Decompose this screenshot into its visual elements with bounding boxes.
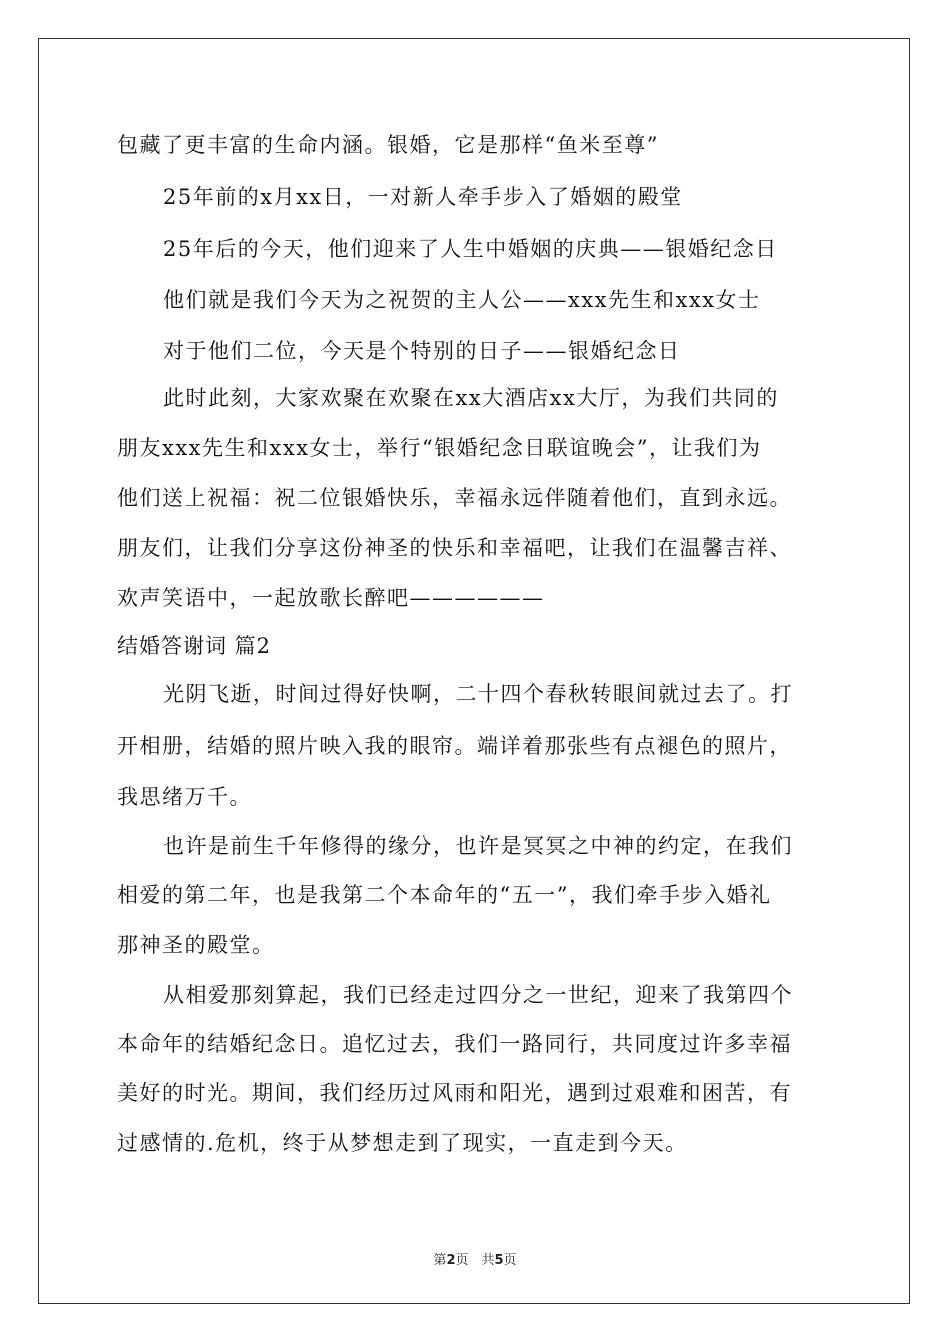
text-line: 也许是前生千年修得的缘分，也许是冥冥之中神的约定，在我们: [163, 834, 793, 858]
page-footer: [0, 1249, 950, 1268]
text-line: 25年后的今天，他们迎来了人生中婚姻的庆典——银婚纪念日: [163, 237, 778, 261]
text-line: 对于他们二位，今天是个特别的日子——银婚纪念日: [163, 339, 681, 363]
text-line: 那神圣的殿堂。: [117, 933, 275, 957]
text-line: 欢声笑语中，一起放歌长醉吧——————: [117, 586, 545, 610]
footer-prefix: 第: [433, 1253, 447, 1268]
footer-total-pages: 5: [494, 1253, 504, 1268]
text-line: 开相册，结婚的照片映入我的眼帘。端详着那张些有点褪色的照片，: [117, 734, 792, 758]
footer-page-number: 2: [446, 1253, 456, 1268]
footer-suffix: 页: [503, 1253, 517, 1268]
text-line: 过感情的.危机，终于从梦想走到了现实，一直走到今天。: [117, 1131, 688, 1155]
page-border: [38, 38, 910, 1304]
text-line: 25年前的x月xx日，一对新人牵手步入了婚姻的殿堂: [163, 185, 683, 209]
footer-mid: 页 共: [455, 1253, 495, 1268]
section-heading: 结婚答谢词 篇2: [117, 634, 272, 658]
text-line: 相爱的第二年，也是我第二个本命年的“五一”，我们牵手步入婚礼: [117, 883, 772, 907]
text-line: 本命年的结婚纪念日。追忆过去，我们一路同行，共同度过许多幸福: [117, 1032, 792, 1056]
text-line: 他们就是我们今天为之祝贺的主人公——xxx先生和xxx女士: [163, 288, 761, 312]
text-line: 朋友xxx先生和xxx女士，举行“银婚纪念日联谊晚会”，让我们为: [117, 436, 762, 460]
text-line: 我思绪万千。: [117, 785, 252, 809]
text-line: 朋友们，让我们分享这份神圣的快乐和幸福吧，让我们在温馨吉祥、: [117, 536, 792, 560]
text-line: 美好的时光。期间，我们经历过风雨和阳光，遇到过艰难和困苦，有: [117, 1081, 792, 1105]
text-line: 此时此刻，大家欢聚在欢聚在xx大酒店xx大厅，为我们共同的: [163, 386, 779, 410]
text-line: 他们送上祝福：祝二位银婚快乐，幸福永远伴随着他们，直到永远。: [117, 486, 792, 510]
text-line: 光阴飞逝，时间过得好快啊，二十四个春秋转眼间就过去了。打: [163, 682, 793, 706]
text-line: 包藏了更丰富的生命内涵。银婚，它是那样“鱼米至尊”: [117, 133, 659, 157]
text-line: 从相爱那刻算起，我们已经走过四分之一世纪，迎来了我第四个: [163, 983, 793, 1007]
